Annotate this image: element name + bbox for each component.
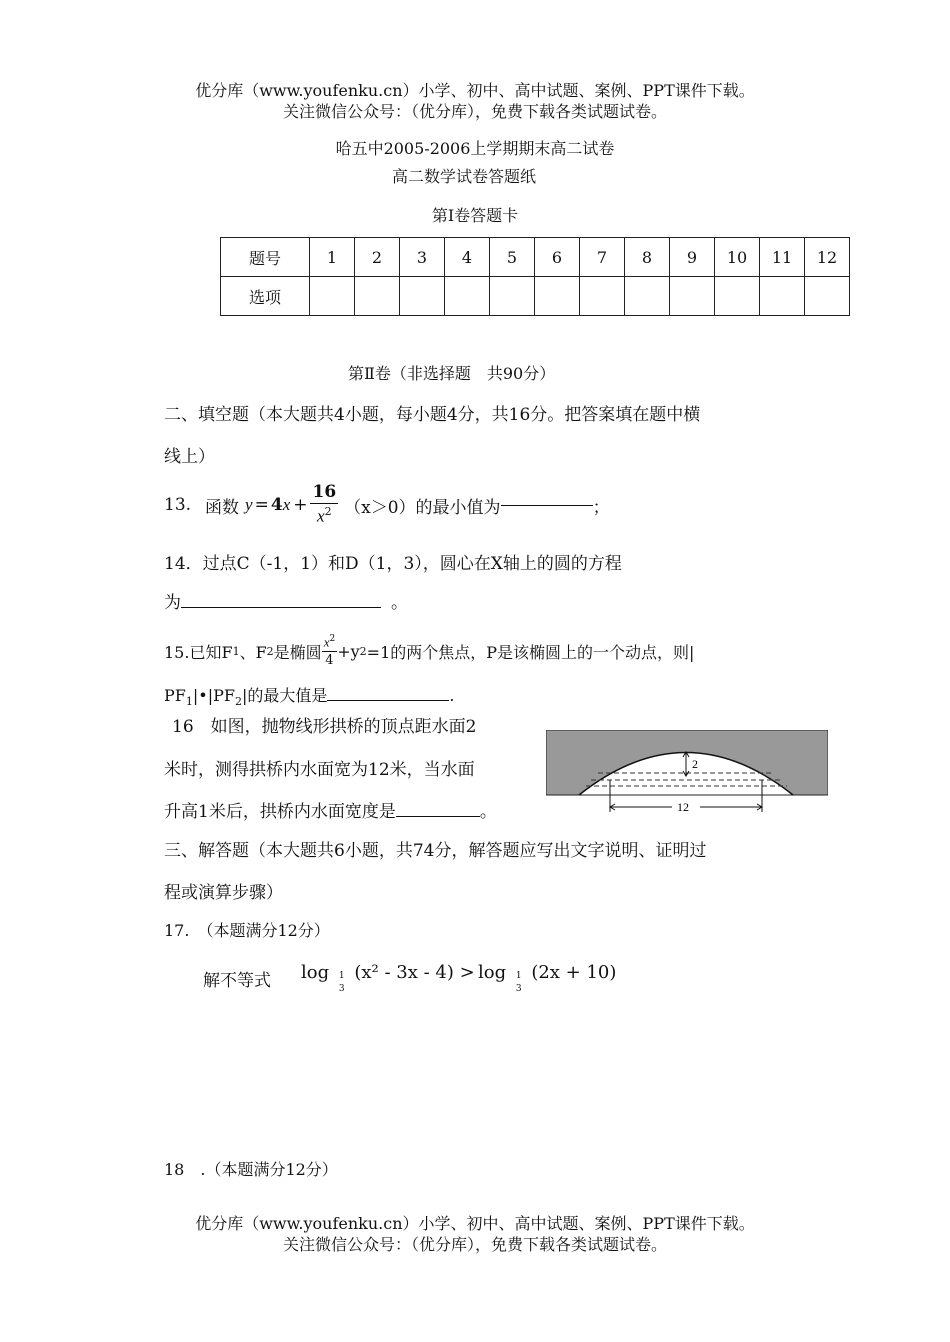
q13-coef: 4 <box>270 495 283 515</box>
q13-frac-den-exp: 2 <box>324 505 332 519</box>
q17-lead: 解不等式 <box>203 971 271 991</box>
grid-row-answers <box>221 277 850 316</box>
q13-equals: = <box>254 495 269 515</box>
answer-cell[interactable] <box>580 277 625 316</box>
q15-answer-blank[interactable] <box>327 700 449 701</box>
q15-frac-x: x <box>323 634 330 650</box>
q15-sep: 、F <box>239 642 267 662</box>
answer-cell[interactable] <box>535 277 580 316</box>
part2-title: 第Ⅱ卷（非选择题 共90分） <box>348 364 556 383</box>
q17-base-den-right: 3 <box>515 984 522 994</box>
answer-grid <box>220 237 850 316</box>
q13-x: x <box>282 495 291 514</box>
q13-fraction <box>310 484 338 526</box>
q16-line-1: 16 如图，抛物线形拱桥的顶点距水面2 <box>172 717 477 737</box>
q15-mid: 是椭圆 <box>273 642 322 662</box>
q14-answer-blank[interactable] <box>181 607 381 608</box>
question-13 <box>164 480 610 530</box>
grid-number-cell: 2 <box>355 238 400 277</box>
q17-log-right <box>478 962 617 994</box>
q15-prefix: 15.已知F <box>164 642 233 662</box>
q17-base-num-right: 1 <box>515 971 522 981</box>
q15-line-1 <box>164 626 694 676</box>
q17-log-base-right <box>514 972 524 994</box>
answer-cell[interactable] <box>400 277 445 316</box>
answer-cell[interactable] <box>805 277 850 316</box>
q15-tail: |的最大值是 <box>241 686 328 705</box>
answer-cell[interactable] <box>760 277 805 316</box>
answer-cell[interactable] <box>490 277 535 316</box>
q16-line-3 <box>164 797 497 822</box>
q15-line-2 <box>164 683 454 708</box>
grid-number-cell: 12 <box>805 238 850 277</box>
exam-title: 哈五中2005-2006上学期期末高二试卷 <box>335 139 615 158</box>
grid-number-cell: 4 <box>445 238 490 277</box>
grid-row-numbers <box>221 238 850 277</box>
q15-pf-sub-1: 1 <box>185 695 193 709</box>
answer-cell[interactable] <box>445 277 490 316</box>
q14-line-2 <box>164 588 408 613</box>
header-line-1: 优分库（www.youfenku.cn）小学、初中、高中试题、案例、PPT课件下载。 <box>195 81 755 100</box>
grid-number-cell: 1 <box>310 238 355 277</box>
bridge-body <box>546 730 828 795</box>
grid-number-cell: 9 <box>670 238 715 277</box>
q13-condition: （x＞0）的最小值为 <box>344 497 501 518</box>
q15-sub-2: 2 <box>266 644 274 658</box>
footer-line-1: 优分库（www.youfenku.cn）小学、初中、高中试题、案例、PPT课件下载。 <box>195 1214 755 1233</box>
answer-cell[interactable] <box>715 277 760 316</box>
grid-number-cell: 11 <box>760 238 805 277</box>
q13-y: y <box>245 495 253 514</box>
q14-end: 。 <box>391 593 408 613</box>
q13-frac-den-x: x <box>317 506 325 526</box>
q16-line-2: 米时，测得拱桥内水面宽为12米，当水面 <box>164 760 475 780</box>
grid-number-cell: 6 <box>535 238 580 277</box>
q14-line-1: 14．过点C（-1，1）和D（1，3），圆心在X轴上的圆的方程 <box>164 554 622 574</box>
q17-log-base-left <box>337 972 347 994</box>
q15-after: +y <box>337 641 360 661</box>
solve-heading-1: 三、解答题（本大题共6小题，共74分，解答题应写出文字说明、证明过 <box>164 841 707 861</box>
grid-number-cell: 3 <box>400 238 445 277</box>
grid-row-label: 选项 <box>221 277 310 316</box>
fill-heading-2: 线上） <box>164 447 215 467</box>
grid-number-cell: 7 <box>580 238 625 277</box>
q15-end: . <box>449 686 455 705</box>
fill-heading-1: 二、填空题（本大题共4小题，每小题4分，共16分。把答案填在题中横 <box>164 405 701 425</box>
q14-prefix: 为 <box>164 593 181 613</box>
q16-end: 。 <box>479 802 497 822</box>
solve-heading-2: 程或演算步骤） <box>164 883 283 903</box>
width-label: 12 <box>677 800 689 814</box>
q15-rest: =1的两个焦点，P是该椭圆上的一个动点，则| <box>366 642 695 662</box>
q15-frac-exp: 2 <box>329 633 336 644</box>
answer-cell[interactable] <box>310 277 355 316</box>
q13-prefix: 函数 <box>205 497 240 518</box>
grid-number-cell: 5 <box>490 238 535 277</box>
q15-pf-sub-2: 2 <box>234 695 242 709</box>
answer-cell[interactable] <box>670 277 715 316</box>
q13-plus: + <box>293 495 308 515</box>
height-label: 2 <box>692 757 698 771</box>
q16-text: 升高1米后，拱桥内水面宽度是 <box>164 802 396 822</box>
q15-pf: PF <box>164 686 186 705</box>
header-line-2: 关注微信公众号：（优分库），免费下载各类试题试卷。 <box>282 102 667 121</box>
part1-title: 第Ⅰ卷答题卡 <box>431 206 519 225</box>
footer-line-2: 关注微信公众号：（优分库），免费下载各类试题试卷。 <box>282 1235 667 1254</box>
q13-frac-num: 16 <box>312 482 337 503</box>
q15-fraction <box>322 635 338 667</box>
q15-frac-den: 4 <box>325 653 334 669</box>
answer-cell[interactable] <box>355 277 400 316</box>
q17-log-word-right: log <box>478 962 507 983</box>
paper-title: 高二数学试卷答题纸 <box>392 167 537 186</box>
q17-title: 17. （本题满分12分） <box>164 921 330 940</box>
q17-base-den: 3 <box>338 984 345 994</box>
grid-number-cell: 10 <box>715 238 760 277</box>
grid-number-cell: 8 <box>625 238 670 277</box>
q15-after-exp: 2 <box>359 644 367 658</box>
grid-row-label: 题号 <box>221 238 310 277</box>
q13-end: ； <box>592 497 610 518</box>
answer-cell[interactable] <box>625 277 670 316</box>
q17-base-num: 1 <box>338 971 345 981</box>
q15-dot: |•|PF <box>192 686 235 705</box>
q17-left-arg: (x² - 3x - 4) > <box>354 962 475 983</box>
arch-bridge-figure <box>546 730 828 818</box>
q15-sub-1: 1 <box>232 644 240 658</box>
q18-title: 18 .（本题满分12分） <box>164 1160 338 1179</box>
q13-number: 13. <box>164 495 192 515</box>
q13-answer-blank[interactable] <box>501 505 593 506</box>
q16-answer-blank[interactable] <box>396 816 480 817</box>
q17-log-left <box>301 962 475 994</box>
q17-right-arg: (2x + 10) <box>531 962 617 983</box>
q17-log-word: log <box>301 962 330 983</box>
